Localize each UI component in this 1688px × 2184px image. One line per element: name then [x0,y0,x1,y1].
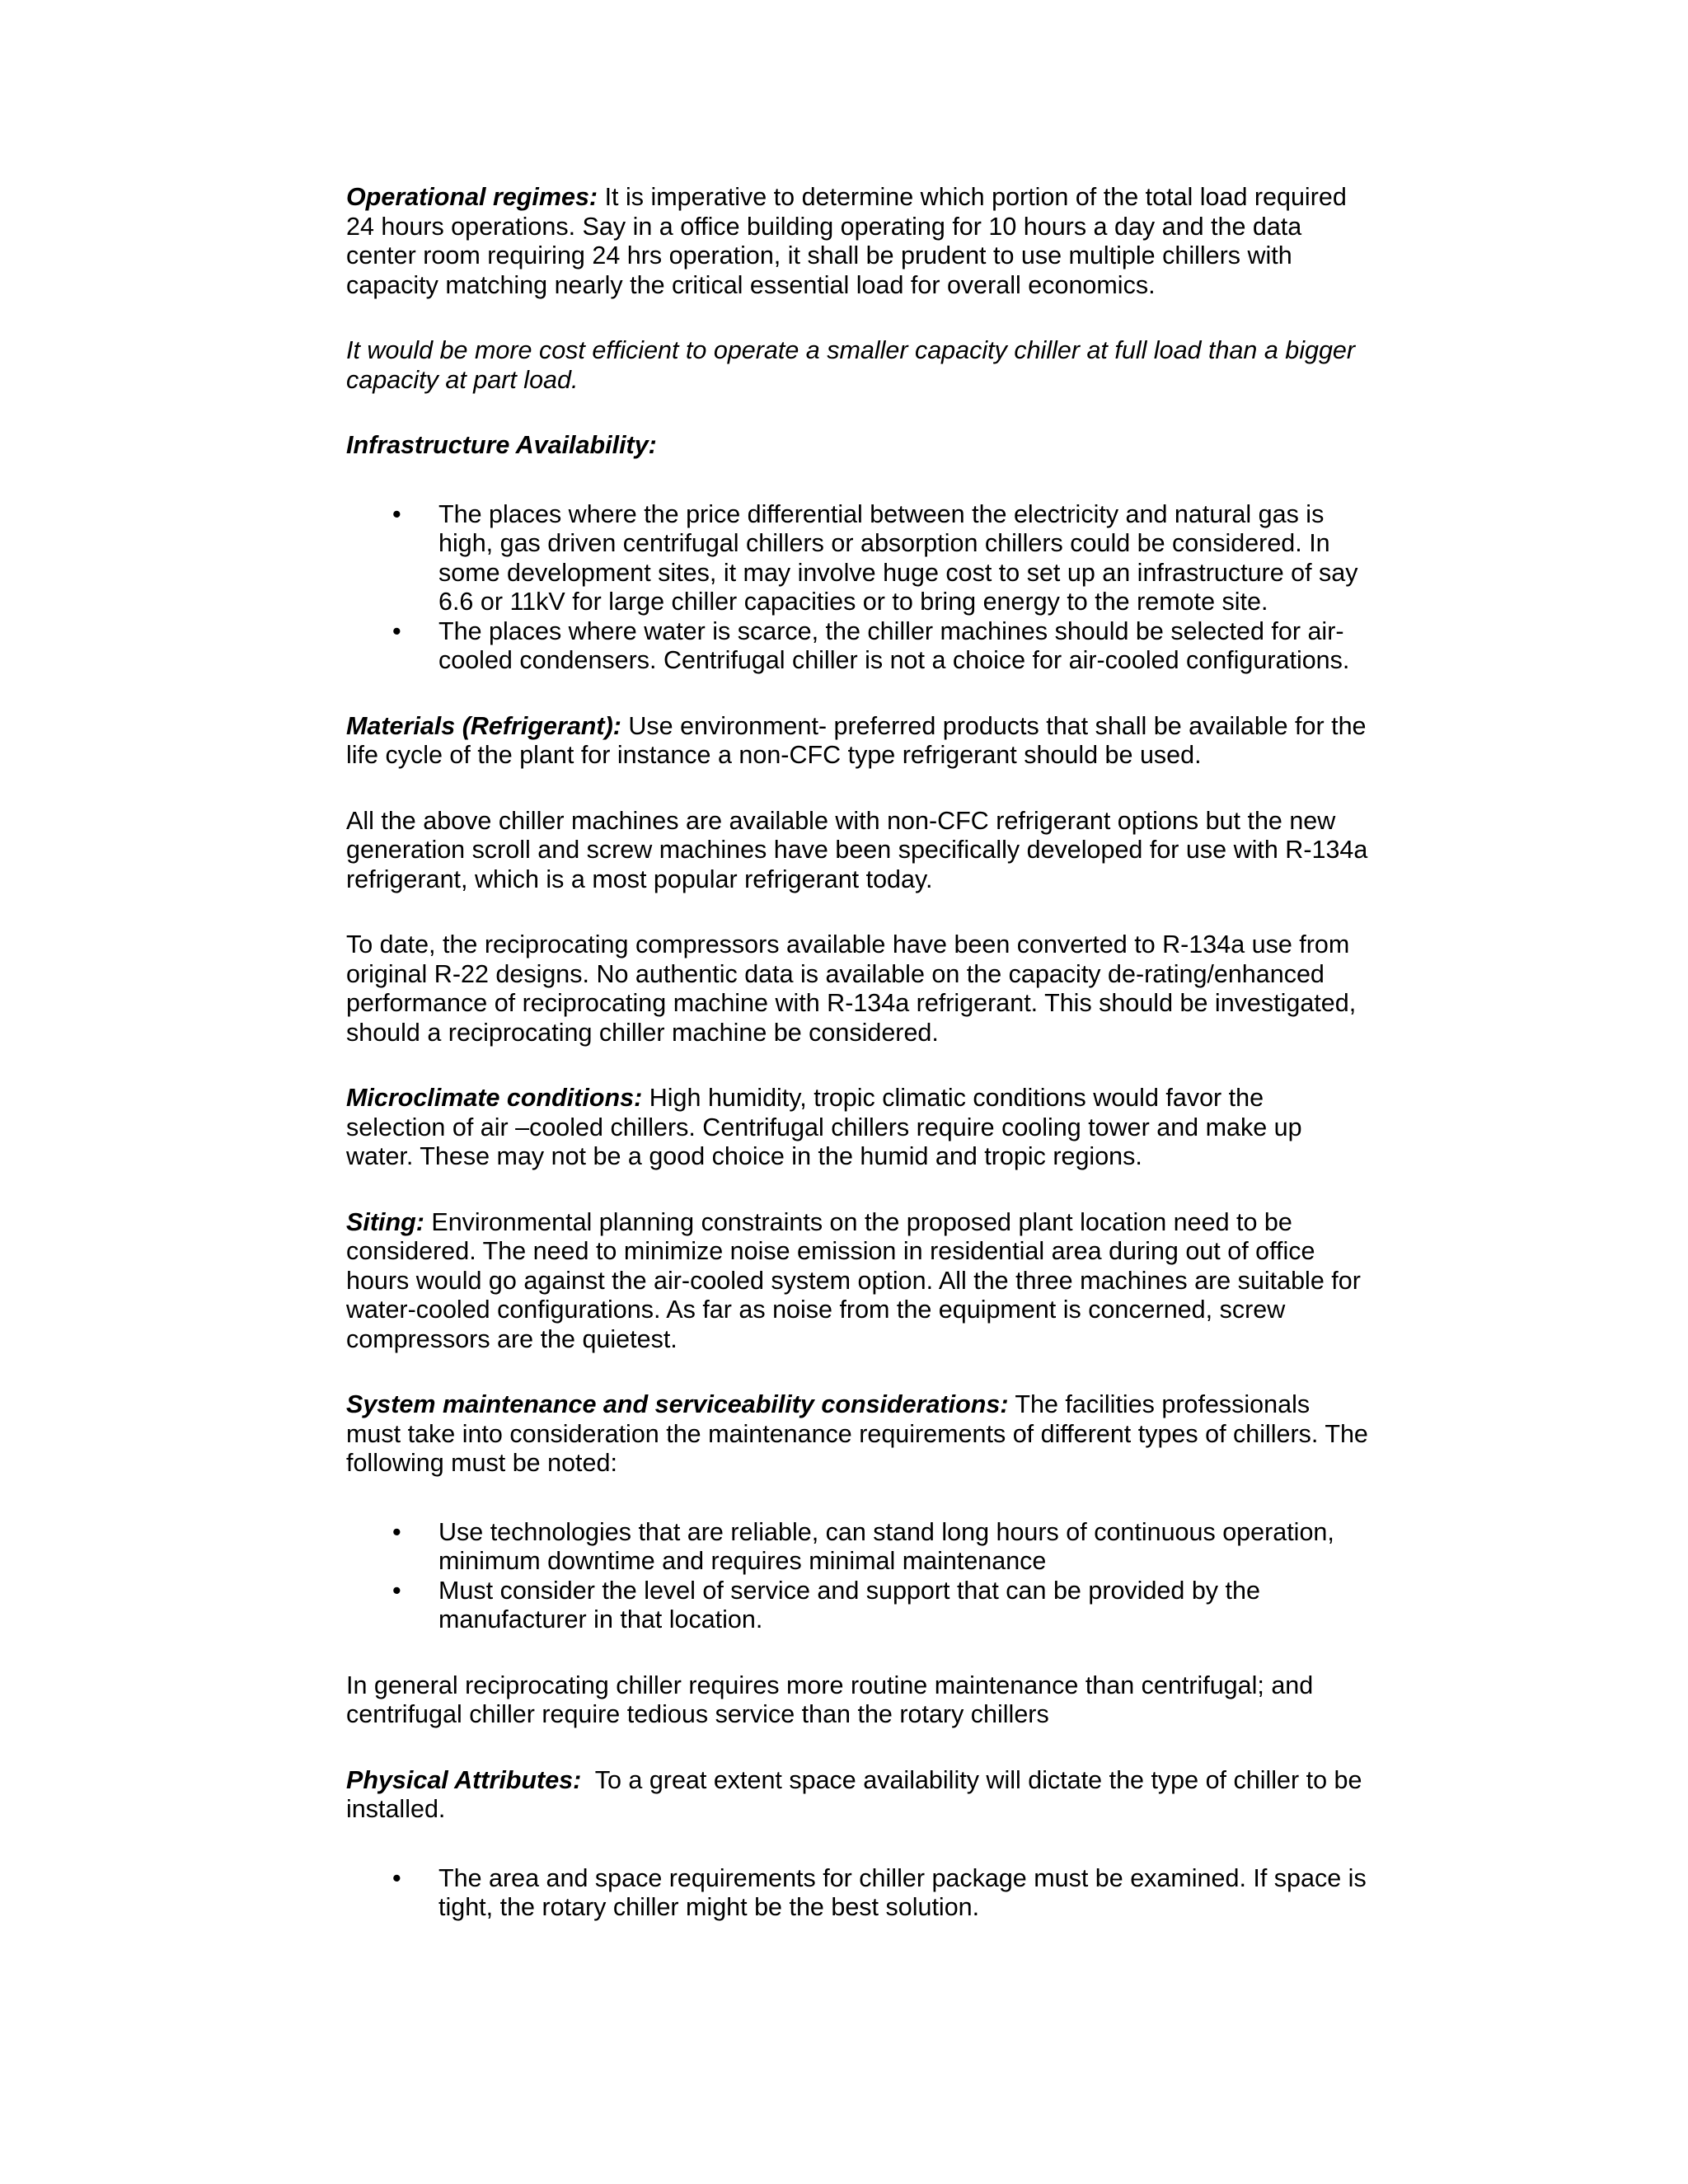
materials-paragraph [346,712,1368,771]
list-item [346,1577,1368,1635]
physical-attributes-heading: Physical Attributes: [346,1765,582,1794]
maintenance-bullet-list [346,1518,1368,1635]
list-item-text: Must consider the level of service and support that can be provided by the manufacturer in that location. [438,1576,1260,1633]
materials-paragraph-3: To date, the reciprocating compressors available have been converted to R-134a use from original R-22 designs. No authentic data is available on the capacity de-rating/enhanced performance of reciprocating machine with R-134a refrigerant. This should be investigated, should a reciprocating chiller machine be considered. [346,930,1357,1047]
bullet-icon: • [392,1576,401,1605]
document-page [346,183,1368,1959]
list-item [346,1864,1368,1923]
physical-attributes-bullet-list [346,1864,1368,1923]
physical-attributes-text: To a great extent space availability will dictate the type of chiller to be installed. [346,1765,1369,1823]
list-item-text: The places where water is scarce, the chiller machines should be selected for air-cooled condensers. Centrifugal chiller is not a choice for air-cooled configurations. [438,616,1350,674]
infrastructure-heading: Infrastructure Availability: [346,431,657,459]
operational-regimes-paragraph [346,183,1368,300]
list-item [346,500,1368,617]
siting-paragraph [346,1208,1368,1355]
materials-text: Use environment- preferred products that shall be available for the life cycle of the plant for instance a non-CFC type refrigerant should be used. [346,711,1367,769]
maintenance-paragraph-2: In general reciprocating chiller requires more routine maintenance than centrifugal; and centrifugal chiller require tedious service than the rotary chillers [346,1671,1314,1728]
bullet-icon: • [392,499,401,528]
maintenance-text: The facilities professionals must take into consideration the maintenance requirements of different types of chillers. The following must be noted: [346,1390,1368,1477]
infrastructure-bullet-list [346,500,1368,676]
operational-regimes-heading: Operational regimes: [346,183,598,211]
maintenance-paragraph [346,1390,1368,1479]
list-item-text: The area and space requirements for chiller package must be examined. If space is tight, the rotary chiller might be the best solution. [438,1863,1367,1921]
siting-heading: Siting: [346,1207,424,1236]
physical-attributes-paragraph [346,1766,1368,1825]
materials-paragraph-2: All the above chiller machines are available with non-CFC refrigerant options but the new generation scroll and screw machines have been specifically developed for use with R-134a refrigerant, which is a most popular refrigerant today. [346,806,1368,893]
operational-regimes-text: It is imperative to determine which portion of the total load required 24 hours operations. Say in a office building operating for 10 hours a day and the data center room requiring 24 hrs operation, it shall be prudent to use multiple chillers with capacity matching nearly the critical essential load for overall economics. [346,183,1347,299]
bullet-icon: • [392,1517,401,1546]
bullet-icon: • [392,616,401,645]
list-item-text: The places where the price differential between the electricity and natural gas is high, gas driven centrifugal chillers or absorption chillers could be considered. In some development sites, it may involve huge cost to set up an infrastructure of say 6.6 or 11kV for large chiller capacities or to bring energy to the remote site. [438,499,1358,616]
operational-note-paragraph: It would be more cost efficient to operate a smaller capacity chiller at full load than a bigger capacity at part load. [346,336,1356,394]
maintenance-heading: System maintenance and serviceability considerations: [346,1390,1009,1418]
list-item [346,617,1368,676]
microclimate-heading: Microclimate conditions: [346,1084,643,1112]
microclimate-text: High humidity, tropic climatic conditions would favor the selection of air –cooled chillers. Centrifugal chillers require cooling tower and make up water. These may not be a good choice in the humid and tropic regions. [346,1084,1302,1170]
microclimate-paragraph [346,1084,1368,1172]
materials-heading: Materials (Refrigerant): [346,711,621,740]
bullet-icon: • [392,1863,401,1892]
list-item [346,1518,1368,1577]
list-item-text: Use technologies that are reliable, can stand long hours of continuous operation, minimum downtime and requires minimal maintenance [438,1517,1334,1575]
siting-text: Environmental planning constraints on the proposed plant location need to be considered. The need to minimize noise emission in residential area during out of office hours would go against the air-cooled system option. All the three machines are suitable for water-cooled configurations. As far as noise from the equipment is concerned, screw compressors are the quietest. [346,1207,1361,1353]
